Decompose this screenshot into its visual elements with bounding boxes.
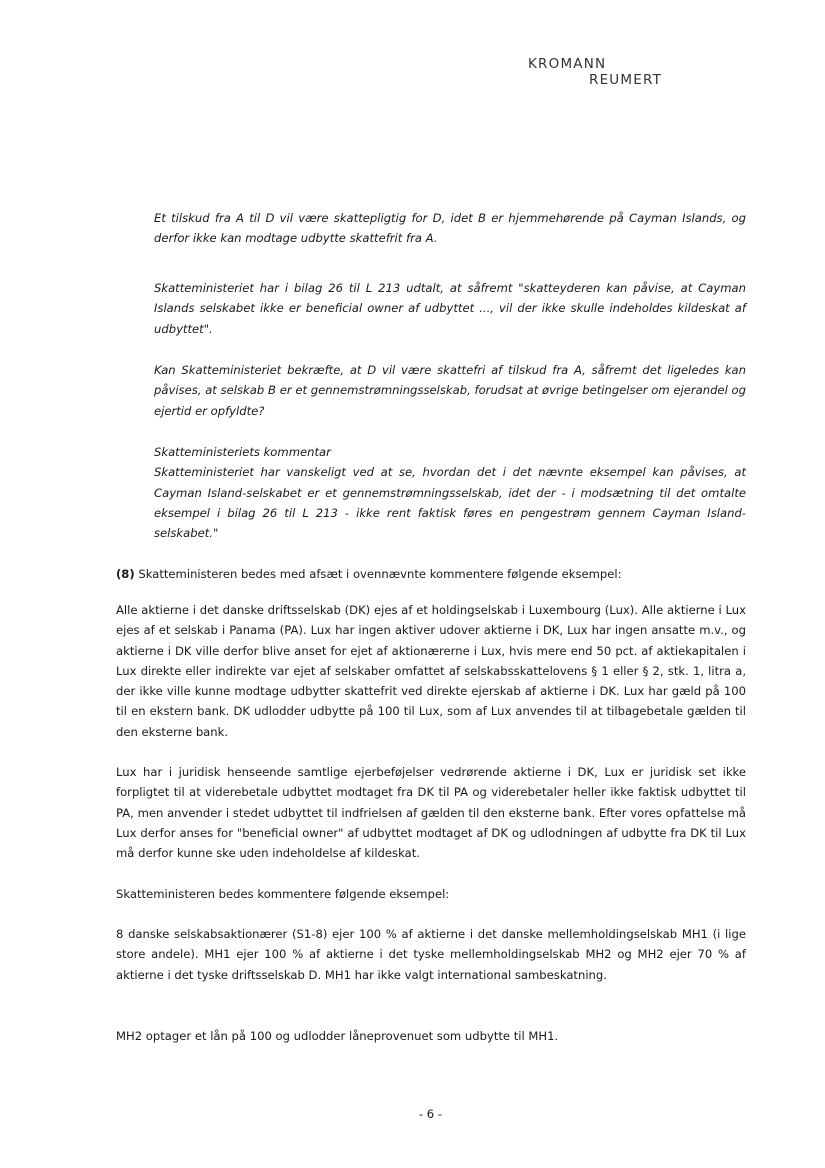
section-number: (8) — [116, 567, 135, 581]
quote-paragraph-3: Kan Skatteministeriet bekræfte, at D vil være skattefri af tilskud fra A, såfremt det ligeledes kan påvises, at selskab B er et gennemstrømningsselskab, forudsat at øvrige betingelser om ejerandel og ejertid er opfyldte? — [154, 363, 746, 418]
company-logo — [528, 56, 678, 88]
commentary-block — [154, 442, 746, 543]
body-paragraph-4: 8 danske selskabsaktionærer (S1-8) ejer 100 % af aktierne i det danske mellemholdingselskab MH1 (i lige store andele). MH1 ejer 100 % af aktierne i det tyske mellemholdingselskab MH2 og MH2 ejer 70 % af aktierne i det tyske driftsselskab D. MH1 har ikke valgt international sambeskatning. — [116, 927, 746, 982]
quote-paragraph-2: Skatteministeriet har i bilag 26 til L 213 udtalt, at såfremt "skatteyderen kan påvise, at Cayman Islands selskabet ikke er beneficial owner af udbyttet ..., vil der ikke skulle indeholdes kildeskat af udbyttet". — [154, 281, 746, 336]
logo-line-1: KROMANN — [528, 56, 607, 72]
page-number: - 6 - — [418, 1107, 443, 1121]
quote-paragraph-1: Et tilskud fra A til D vil være skattepligtig for D, idet B er hjemmehørende på Cayman Islands, og derfor ikke kan modtage udbytte skattefrit fra A. — [154, 211, 746, 246]
logo-line-2: REUMERT — [589, 72, 663, 88]
body-paragraph-5: MH2 optager et lån på 100 og udlodder låneprovenuet som udbytte til MH1. — [116, 1029, 559, 1043]
body-paragraph-2: Lux har i juridisk henseende samtlige ejerbeføjelser vedrørende aktierne i DK, Lux er juridisk set ikke forpligtet til at viderebetale udbyttet modtaget fra DK til PA og viderebetaler heller ikke faktisk udbyttet til PA, men anvender i stedet udbyttet til indfrielsen af gælden til den eksterne bank. Efter vores opfattelse må Lux derfor anses for "beneficial owner" af udbyttet modtaget af DK og udlodningen af udbytte fra DK til Lux må derfor kunne ske uden indeholdelse af kildeskat. — [116, 765, 746, 861]
section-8-intro-paragraph — [116, 564, 746, 584]
body-paragraph-1: Alle aktierne i det danske driftsselskab (DK) ejes af et holdingselskab i Luxembourg (Lux). Alle aktierne i Lux ejes af et selskab i Panama (PA). Lux har ingen aktiver udover aktierne i DK, Lux har ingen ansatte m.v., og aktierne i DK ville derfor blive anset for ejet af aktionærerne i Lux, hvis mere end 50 pct. af aktiekapitalen i Lux direkte eller indirekte var ejet af selskaber omfattet af selskabsskattelovens § 1 eller § 2, stk. 1, litra a, der ikke ville kunne modtage udbytter skattefrit ved direkte ejerskab af aktierne i DK. Lux har gæld på 100 til en ekstern bank. DK udlodder udbytte på 100 til Lux, som af Lux anvendes til at tilbagebetale gælden til den eksterne bank. — [116, 603, 746, 739]
body-paragraph-3: Skatteministeren bedes kommentere følgende eksempel: — [116, 887, 450, 901]
commentary-text: Skatteministeriet har vanskeligt ved at se, hvordan det i det nævnte eksempel kan påvises, at Cayman Island-selskabet er et gennemstrømningsselskab, idet der - i modsætning til det omtalte eksempel i bilag 26 til L 213 - ikke rent faktisk føres en pengestrøm gennem Cayman Island-selskabet." — [154, 465, 746, 541]
commentary-heading: Skatteministeriets kommentar — [154, 445, 331, 459]
section-intro-text: Skatteministeren bedes med afsæt i ovennævnte kommentere følgende eksempel: — [138, 567, 622, 581]
